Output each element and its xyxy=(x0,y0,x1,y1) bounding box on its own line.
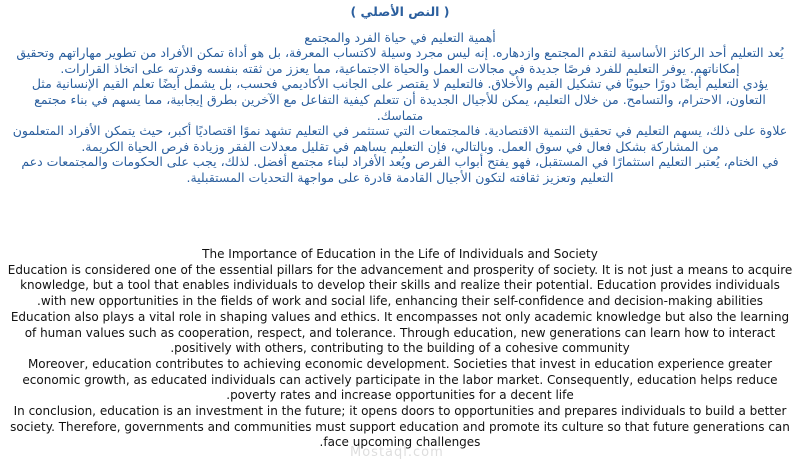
english-paragraph: In conclusion, education is an investment in the future; it opens doors to opportunities and prepares individuals to build a better society. Therefore, governments and communities must support education and promote its culture so that future generations can face upcoming challenges. xyxy=(10,404,790,450)
arabic-paragraph: في الختام، يُعتبر التعليم استثمارًا في المستقبل، فهو يفتح أبواب الفرص ويُعد الأفراد لبناء مجتمع أفضل. لذلك، يجب على الحكومات والمجتمعات دعم التعليم وتعزيز ثقافته لتكون الأجيال القادمة قادرة على مواجهة التحديات المستقبلية. xyxy=(21,154,779,185)
arabic-title: أهمية التعليم في حياة الفرد والمجتمع xyxy=(304,29,496,45)
english-translation-text xyxy=(6,247,794,451)
watermark: Mostaql.com xyxy=(350,445,444,460)
english-title: The Importance of Education in the Life of Individuals and Society xyxy=(202,247,598,261)
english-paragraph: Moreover, education contributes to achieving economic development. Societies that invest in education experience greater economic growth, as educated individuals can actively participate in the labor market. Consequently, education helps reduce poverty rates and increase opportunities for a decent life. xyxy=(22,356,778,403)
original-text-header: ( النص الأصلي ) xyxy=(350,4,450,19)
arabic-paragraph: يُعد التعليم أحد الركائز الأساسية لتقدم المجتمع وازدهاره. إنه ليس مجرد وسيلة لاكتساب المعرفة، بل هو أداة تمكن الأفراد من تطوير مهاراتهم وتحقيق إمكاناتهم. يوفر التعليم للفرد فرصًا جديدة في مجالات العمل والحياة الاجتماعية، مما يعزز من ثقته بنفسه وقدرته على اتخاذ القرارات. xyxy=(16,45,784,76)
arabic-original-text xyxy=(12,4,788,186)
arabic-paragraph: علاوة على ذلك، يسهم التعليم في تحقيق التنمية الاقتصادية. فالمجتمعات التي تستثمر في التعليم تشهد نموًا اقتصاديًا أكبر، حيث يتمكن الأفراد المتعلمون من المشاركة بشكل فعال في سوق العمل. وبالتالي، فإن التعليم يساهم في تقليل معدلات الفقر وزيادة فرص الحياة الكريمة. xyxy=(12,123,788,154)
english-paragraph: Education also plays a vital role in shaping values and ethics. It encompasses not only academic knowledge but also the learning of human values such as cooperation, respect, and tolerance. Through education, new generations can learn how to interact positively with others, contributing to the building of a cohesive community. xyxy=(10,309,790,356)
arabic-paragraph: يؤدي التعليم أيضًا دورًا حيويًا في تشكيل القيم والأخلاق. فالتعليم لا يقتصر على الجانب الأكاديمي فحسب، بل يشمل أيضًا تعلم القيم الإنسانية مثل التعاون، الاحترام، والتسامح. من خلال التعليم، يمكن للأجيال الجديدة أن تتعلم كيفية التفاعل مع الآخرين بطرق إيجابية، مما يسهم في بناء مجتمع متماسك. xyxy=(31,76,769,123)
english-paragraph: Education is considered one of the essential pillars for the advancement and prosperity of society. It is not just a means to acquire knowledge, but a tool that enables individuals to develop their skills and realize their potential. Education provides individuals with new opportunities in the fields of work and social life, enhancing their self-confidence and decision-making abilities. xyxy=(7,262,793,309)
